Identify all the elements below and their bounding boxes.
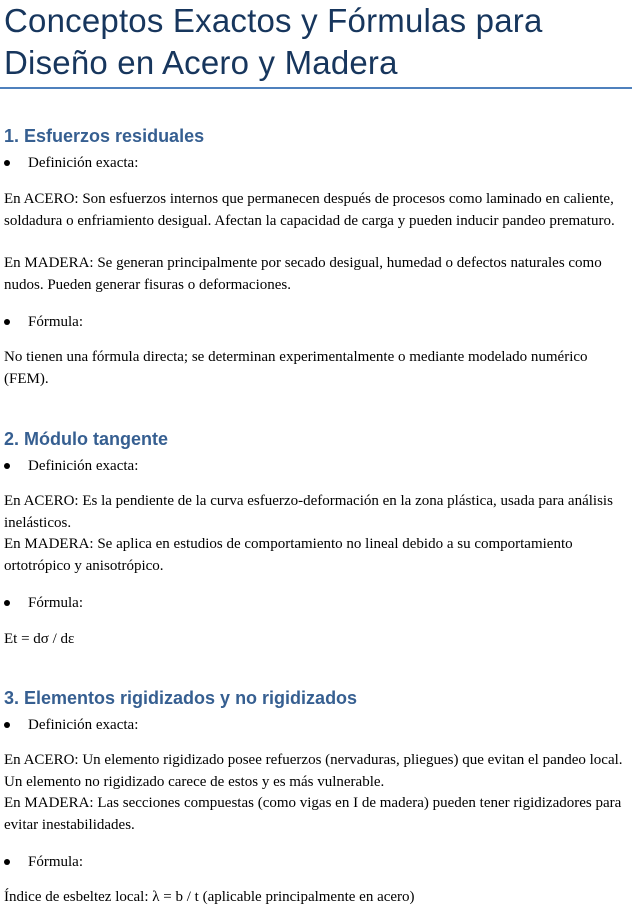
- section-heading-1: 1. Esfuerzos residuales: [4, 126, 205, 146]
- title-divider: [0, 87, 632, 89]
- section-heading-3: 3. Elementos rigidizados y no rigidizados: [4, 688, 358, 708]
- bullet-icon: [4, 859, 10, 865]
- bullet-icon: [4, 160, 10, 166]
- title-line-1: Conceptos Exactos y Fórmulas para: [4, 2, 543, 39]
- definition-label: Definición exacta:: [28, 717, 139, 733]
- madera-paragraph-1: En MADERA: Se generan principalmente por secado desigual, humedad o defectos naturales como nudos. Pueden generar fisuras o deformaciones.: [4, 255, 602, 293]
- formula-label: Fórmula:: [28, 854, 83, 870]
- formula-label: Fórmula:: [28, 314, 83, 330]
- bullet-icon: [4, 722, 10, 728]
- acero-paragraph-3: En ACERO: Un elemento rigidizado posee refuerzos (nervaduras, pliegues) que evitan el pandeo local. Un elemento no rigidizado carece de estos y es más vulnerable.: [4, 752, 623, 790]
- acero-paragraph-1: En ACERO: Son esfuerzos internos que permanecen después de procesos como laminado en caliente, soldadura o enfriamiento desigual. Afectan la capacidad de carga y pueden inducir pandeo prematuro.: [4, 191, 615, 229]
- title-line-2: Diseño en Acero y Madera: [4, 44, 398, 81]
- document-title: [4, 0, 628, 84]
- bullet-icon: [4, 600, 10, 606]
- formula-label: Fórmula:: [28, 595, 83, 611]
- section-heading-2: 2. Módulo tangente: [4, 429, 168, 449]
- formula-text-3: Índice de esbeltez local: λ = b / t (aplicable principalmente en acero): [4, 889, 415, 905]
- bullet-icon: [4, 463, 10, 469]
- madera-paragraph-2: En MADERA: Se aplica en estudios de comportamiento no lineal debido a su comportamiento ortotrópico y anisotrópico.: [4, 536, 573, 574]
- acero-paragraph-2: En ACERO: Es la pendiente de la curva esfuerzo-deformación en la zona plástica, usada para análisis inelásticos.: [4, 493, 613, 531]
- bullet-icon: [4, 319, 10, 325]
- definition-label: Definición exacta:: [28, 155, 139, 171]
- formula-text-2: Et = dσ / dε: [4, 631, 75, 647]
- definition-label: Definición exacta:: [28, 458, 139, 474]
- madera-paragraph-3: En MADERA: Las secciones compuestas (como vigas en I de madera) pueden tener rigidizadores para evitar inestabilidades.: [4, 795, 622, 833]
- formula-text-1: No tienen una fórmula directa; se determinan experimentalmente o mediante modelado numérico (FEM).: [4, 349, 588, 387]
